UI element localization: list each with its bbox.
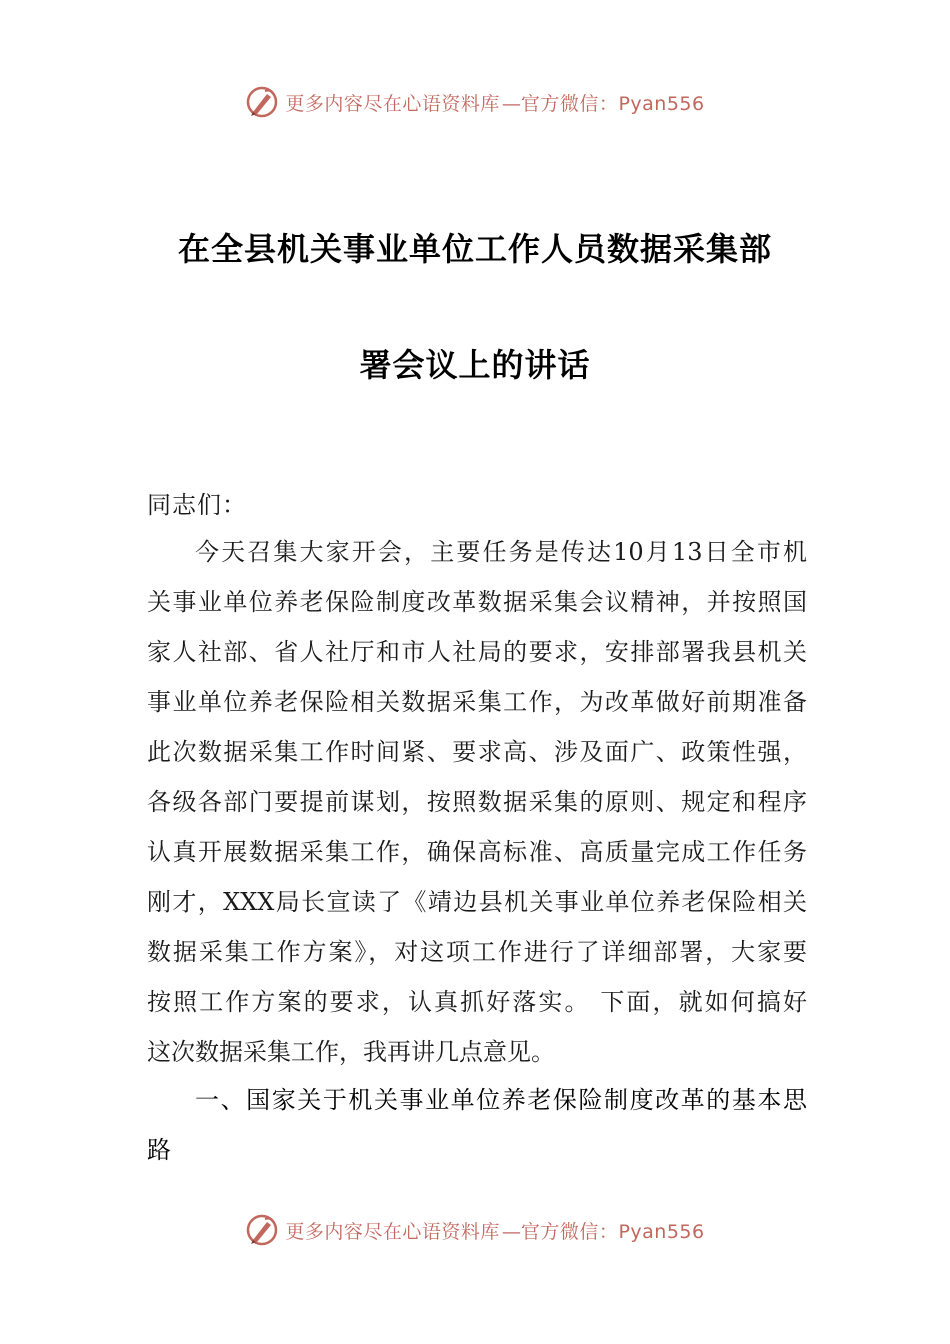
watermark-label: 官方微信： — [520, 1220, 619, 1243]
watermark-label: 官方微信： — [520, 92, 619, 115]
watermark-separator: — — [501, 1220, 519, 1243]
pen-logo-icon — [245, 85, 279, 119]
watermark-footer — [0, 1210, 950, 1250]
watermark-text — [285, 89, 704, 116]
watermark-main: 更多内容尽在心语资料库 — [285, 1220, 500, 1243]
section-heading-line-2: 路 — [147, 1136, 171, 1164]
watermark-text — [285, 1217, 704, 1244]
watermark-header — [0, 82, 950, 122]
body-line: 此次数据采集工作时间紧、要求高、涉及面广、政策性强， — [147, 738, 807, 766]
body-line: 家人社部、省人社厅和市人社局的要求，安排部署我县机关 — [147, 638, 807, 666]
body-line: 刚才，XXX局长宣读了《靖边县机关事业单位养老保险相关 — [147, 888, 807, 916]
document-title-line-2: 署会议上的讲话 — [359, 346, 591, 384]
body-line: 认真开展数据采集工作，确保高标准、高质量完成工作任务 — [147, 838, 807, 866]
body-line: 各级各部门要提前谋划，按照数据采集的原则、规定和程序 — [147, 788, 807, 816]
watermark-id: Pyan556 — [618, 92, 705, 115]
body-line: 今天召集大家开会，主要任务是传达10月13日全市机 — [195, 538, 807, 566]
watermark-main: 更多内容尽在心语资料库 — [285, 92, 500, 115]
watermark-id: Pyan556 — [618, 1220, 705, 1243]
pen-logo-icon — [245, 1213, 279, 1247]
body-line: 这次数据采集工作，我再讲几点意见。 — [147, 1038, 555, 1066]
body-line: 数据采集工作方案》，对这项工作进行了详细部署，大家要 — [147, 938, 807, 966]
section-heading-line-1: 一、国家关于机关事业单位养老保险制度改革的基本思 — [195, 1086, 807, 1114]
body-line: 按照工作方案的要求，认真抓好落实。 下面，就如何搞好 — [147, 988, 807, 1016]
salutation: 同志们： — [147, 491, 247, 519]
body-line: 事业单位养老保险相关数据采集工作，为改革做好前期准备 — [147, 688, 807, 716]
watermark-separator: — — [501, 92, 519, 115]
document-title-line-1: 在全县机关事业单位工作人员数据采集部 — [177, 230, 772, 268]
body-line: 关事业单位养老保险制度改革数据采集会议精神，并按照国 — [147, 588, 807, 616]
